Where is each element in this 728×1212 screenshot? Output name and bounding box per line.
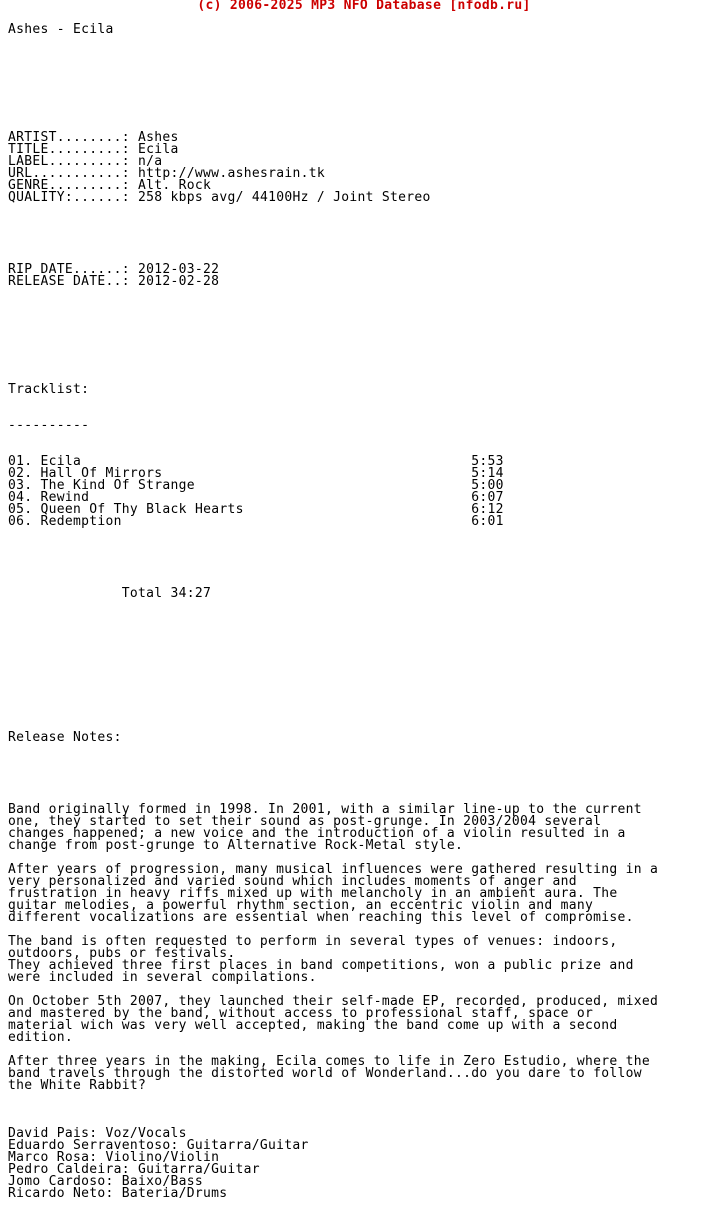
track-number: 04.	[8, 490, 33, 505]
notes-line: After years of progression, many musical influences were gathered resulting in a	[8, 862, 659, 877]
member-row: Ricardo Neto: Bateria/Drums	[8, 1186, 228, 1201]
spacer	[8, 1044, 720, 1056]
date-value: 2012-03-22	[138, 262, 220, 277]
info-block	[8, 132, 720, 204]
notes-line: guitar melodies, a powerful rhythm section, an eccentric violin and many	[8, 898, 594, 913]
nfo-document	[8, 0, 720, 1212]
notes-line: The band is often requested to perform in several types of venues: indoors,	[8, 934, 618, 949]
date-row	[8, 276, 720, 288]
track-time: 6:01	[471, 514, 504, 529]
notes-line: Band originally formed in 1998. In 2001, with a similar line-up to the current	[8, 802, 642, 817]
track-title: The Kind Of Strange	[40, 478, 195, 493]
member-row: Marco Rosa: Violino/Violin	[8, 1150, 220, 1165]
date-label: RIP DATE......:	[8, 262, 130, 277]
spacer	[8, 924, 720, 936]
spacer	[8, 624, 720, 636]
notes-line: one, they started to set their sound as post-grunge. In 2003/2004 several	[8, 814, 602, 829]
track-title: Rewind	[40, 490, 90, 505]
notes-line: frustration in heavy riffs mixed up with melancholy in an ambient aura. The	[8, 886, 618, 901]
total-time: Total 34:27	[121, 586, 212, 601]
header-title: Ashes - Ecila	[8, 22, 114, 37]
track-time: 6:07	[471, 490, 504, 505]
notes-line: changes happened; a new voice and the introduction of a violin resulted in a	[8, 826, 626, 841]
spacer	[8, 852, 720, 864]
notes-line: different vocalizations are essential when reaching this level of compromise.	[8, 910, 634, 925]
track-time: 5:00	[471, 478, 504, 493]
member-row: Jomo Cardoso: Baixo/Bass	[8, 1174, 204, 1189]
spacer	[8, 228, 720, 240]
date-label: RELEASE DATE..:	[8, 274, 130, 289]
info-value: http://www.ashesrain.tk	[138, 166, 325, 181]
info-label: URL...........:	[8, 166, 130, 181]
track-title: Queen Of Thy Black Hearts	[40, 502, 244, 517]
spacer	[8, 60, 720, 72]
track-time: 5:53	[471, 454, 504, 469]
info-row	[8, 192, 720, 204]
notes-line: were included in several compilations.	[8, 970, 317, 985]
track-number: 02.	[8, 466, 33, 481]
info-label: QUALITY:......:	[8, 190, 130, 205]
notes-line: very personalized and varied sound which includes moments of anger and	[8, 874, 577, 889]
notes-line: band travels through the distorted world of Wonderland...do you dare to follow	[8, 1066, 642, 1081]
nfodb-banner: (c) 2006-2025 MP3 NFO Database [nfodb.ru]	[197, 0, 531, 13]
spacer	[8, 96, 720, 108]
band-members	[8, 1128, 720, 1200]
tracklist-rule: ----------	[8, 418, 90, 433]
info-value: Alt. Rock	[138, 178, 212, 193]
info-value: n/a	[138, 154, 163, 169]
member-row: Eduardo Serraventoso: Guitarra/Guitar	[8, 1138, 309, 1153]
tracklist	[8, 456, 720, 528]
spacer	[8, 552, 720, 564]
spacer	[8, 696, 720, 708]
release-notes-heading: Release Notes:	[8, 730, 122, 745]
spacer	[8, 984, 720, 996]
spacer	[8, 768, 720, 780]
member-row: David Pais: Voz/Vocals	[8, 1126, 187, 1141]
date-value: 2012-02-28	[138, 274, 220, 289]
track-title: Ecila	[40, 454, 82, 469]
notes-line: edition.	[8, 1030, 74, 1045]
tracklist-heading: Tracklist:	[8, 382, 90, 397]
spacer	[8, 348, 720, 360]
info-label: ARTIST........:	[8, 130, 130, 145]
notes-line: and mastered by the band, without access to professional staff, space or	[8, 1006, 594, 1021]
track-time: 5:14	[471, 466, 504, 481]
track-number: 05.	[8, 502, 33, 517]
info-value: Ashes	[138, 130, 179, 145]
track-title: Hall Of Mirrors	[40, 466, 163, 481]
dates-block	[8, 264, 720, 288]
notes-line: material wich was very well accepted, making the band come up with a second	[8, 1018, 618, 1033]
track-title: Redemption	[40, 514, 122, 529]
track-time: 6:12	[471, 502, 504, 517]
track-number: 06.	[8, 514, 33, 529]
notes-line: change from post-grunge to Alternative Rock-Metal style.	[8, 838, 464, 853]
release-notes	[8, 804, 720, 1104]
track-number: 01.	[8, 454, 33, 469]
notes-line: On October 5th 2007, they launched their self-made EP, recorded, produced, mixed	[8, 994, 659, 1009]
info-label: GENRE.........:	[8, 178, 130, 193]
track-number: 03.	[8, 478, 33, 493]
info-value: 258 kbps avg/ 44100Hz / Joint Stereo	[138, 190, 431, 205]
spacer	[8, 1092, 720, 1104]
notes-line: outdoors, pubs or festivals.	[8, 946, 236, 961]
spacer	[8, 312, 720, 324]
info-label: TITLE.........:	[8, 142, 130, 157]
spacer	[8, 660, 720, 672]
member-row: Pedro Caldeira: Guitarra/Guitar	[8, 1162, 260, 1177]
info-label: LABEL.........:	[8, 154, 130, 169]
notes-line: the White Rabbit?	[8, 1078, 147, 1093]
track-row	[8, 516, 720, 528]
notes-line: They achieved three first places in band competitions, won a public prize and	[8, 958, 634, 973]
info-value: Ecila	[138, 142, 179, 157]
notes-line: After three years in the making, Ecila comes to life in Zero Estudio, where the	[8, 1054, 651, 1069]
